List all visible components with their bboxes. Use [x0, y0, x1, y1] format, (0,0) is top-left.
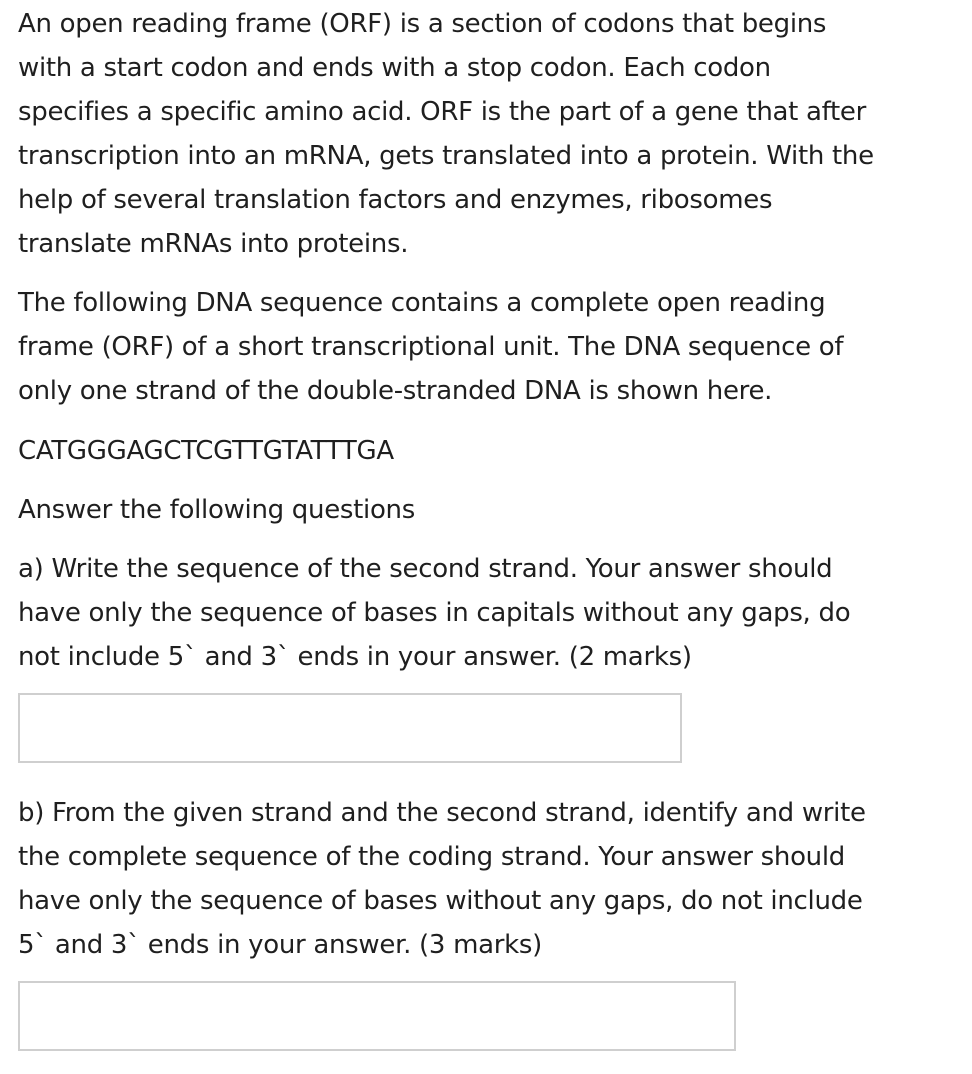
instructions-text: Answer the following questions [18, 495, 415, 525]
answer-b-input[interactable] [18, 981, 736, 1051]
dna-description-paragraph: The following DNA sequence contains a complete open reading frame (ORF) of a short transcriptional unit. The DNA sequence of only one strand of the double-stranded DNA is shown here. [18, 288, 844, 406]
question-a-text: a) Write the sequence of the second strand. Your answer should have only the sequence of bases in capitals without any gaps, do not include 5` and 3` ends in your answer. (2 marks) [18, 554, 851, 672]
intro-paragraph: An open reading frame (ORF) is a section of codons that begins with a start codon and ends with a stop codon. Each codon specifies a specific amino acid. ORF is the part of a gene that after transcription into an mRNA, gets translated into a protein. With the help of several translation factors and enzymes, ribosomes translate mRNAs into proteins. [18, 9, 874, 259]
answer-a-input[interactable] [18, 693, 682, 763]
question-b-text: b) From the given strand and the second strand, identify and write the complete sequence of the coding strand. Your answer should have only the sequence of bases without any gaps, do not include 5` and 3` ends in your answer. (3 marks) [18, 798, 866, 960]
dna-sequence: CATGGGAGCTCGTTGTATTTGA [18, 436, 394, 466]
